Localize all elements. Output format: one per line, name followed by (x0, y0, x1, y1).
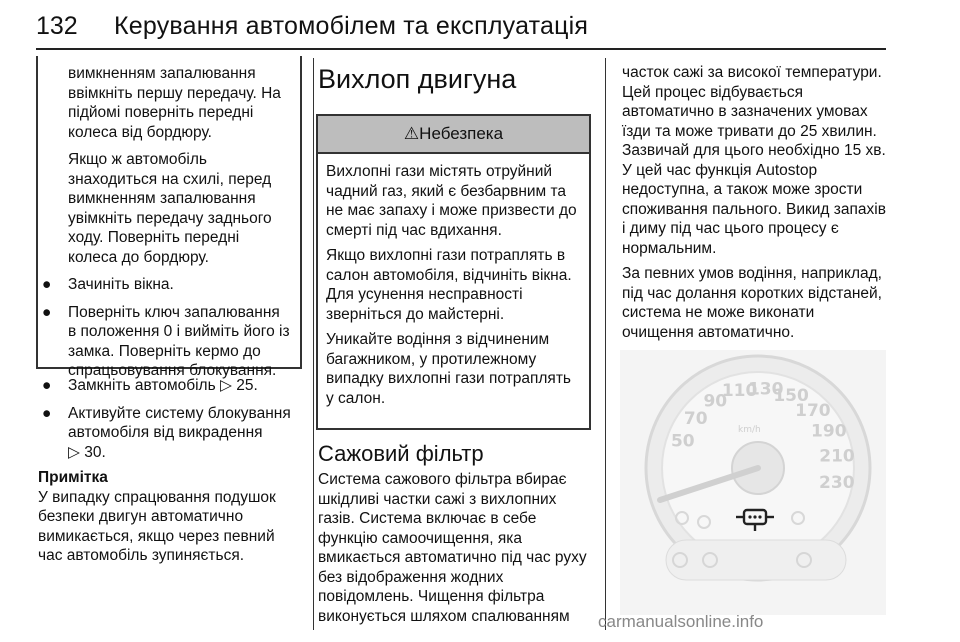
column-3 (622, 63, 890, 348)
unit-label: km/h (738, 425, 761, 435)
bullet-item: ● Замкніть автомобіль ▷ 25. (42, 377, 258, 394)
subsection-heading: Сажовий фільтр (318, 441, 484, 466)
watermark: carmanualsonline.info (598, 612, 764, 631)
speed-label: 170 (795, 400, 831, 421)
note-title: Примітка (38, 469, 108, 486)
speed-label: 210 (819, 446, 855, 467)
column-2 (318, 56, 594, 96)
speedometer-illustration (620, 350, 886, 615)
column-divider (313, 58, 314, 630)
body-paragraph: часток сажі за високої температури. Цей процес відбувається автоматично в зазначених умовах їзди та може тривати до 25 хвилин. Зазвичай для цього необхідно 15 хв. У цей час функція Autostop недоступна, а також може зрости споживання пального. Викид запахів і диму під час цього процесу є нормальним. (622, 64, 886, 257)
speed-label: 90 (703, 391, 728, 412)
page-header (36, 8, 886, 52)
speed-label: 130 (747, 379, 784, 400)
soot-filter-section (318, 440, 594, 626)
section-heading: Вихлоп двигуна (318, 64, 517, 94)
instrument-cluster-figure (620, 350, 886, 615)
speed-label: 190 (811, 421, 847, 442)
speed-label: 230 (819, 472, 855, 493)
warning-paragraph: Якщо вихлопні гази потраплять в салон автомобіля, відчиніть вікна. Для усунення несправності зверніться до майстерні. (326, 247, 572, 323)
speed-label: 50 (670, 431, 695, 452)
note-text: У випадку спрацювання подушок безпеки двигун автоматично вимикається, якщо через певний час автомобіль зупиняється. (38, 488, 276, 564)
danger-warning-box (316, 114, 591, 430)
warning-title: Небезпека (419, 124, 504, 143)
bullet-icon: ● (42, 276, 52, 293)
continued-instructions-box (36, 56, 302, 379)
bullet-item: ● Активуйте систему блокування автомобіля від викрадення ▷ 30. (42, 404, 291, 461)
column-1-text (38, 376, 300, 566)
chapter-title: Керування автомобілем та експлуатація (114, 12, 589, 40)
page-reference-link[interactable]: 30. (84, 443, 106, 461)
bullet-icon: ● (42, 377, 52, 394)
body-paragraph: Система сажового фільтра вбирає шкідливі частки сажі з вихлопних газів. Система включає в себе функцію самоочищення, яка вмикається автоматично під час руху без відображення жодних повідомлень. Чищення фільтра виконується шляхом спалюванням (318, 471, 587, 625)
bullet-item: ● Зачиніть вікна. (42, 276, 174, 293)
warning-paragraph: Уникайте водіння з відчиненим багажником, у протилежному випадку вихлопні гази потраплять у салон. (326, 331, 571, 407)
warning-header (318, 116, 589, 154)
box-paragraph: Якщо ж автомобіль знаходиться на схилі, перед вимкненням запалювання увімкніть передачу заднього ходу. Поверніть передні колеса до бордюру. (68, 151, 272, 266)
bullet-icon: ● (42, 303, 52, 321)
column-divider (605, 58, 606, 630)
warning-triangle-icon: ⚠ (403, 124, 420, 143)
bullet-item: ● Поверніть ключ запалювання в положення 0 і вийміть його із замка. Поверніть кермо до спрацьовування блокування. (42, 303, 290, 379)
page-number: 132 (36, 12, 78, 40)
bullet-icon: ● (42, 404, 52, 422)
body-paragraph: За певних умов водіння, наприклад, під час долання коротких відстаней, система не може виконати очищення автоматично. (622, 265, 882, 341)
speed-label: 150 (773, 386, 809, 407)
warning-paragraph: Вихлопні гази містять отруйний чадний газ, який є безбарвним та не має запаху і може призвести до смерті під час вдихання. (326, 163, 577, 239)
speed-label: 70 (683, 408, 708, 429)
header-rule (36, 48, 886, 50)
page-reference-triangle-icon: ▷ (220, 377, 232, 394)
box-paragraph: вимкненням запалювання ввімкніть першу передачу. На підйомі поверніть передні колеса від бордюру. (68, 65, 281, 141)
page-reference-link[interactable]: 25. (236, 377, 258, 394)
page-reference-triangle-icon: ▷ (68, 443, 80, 461)
speed-label: 110 (721, 381, 758, 402)
